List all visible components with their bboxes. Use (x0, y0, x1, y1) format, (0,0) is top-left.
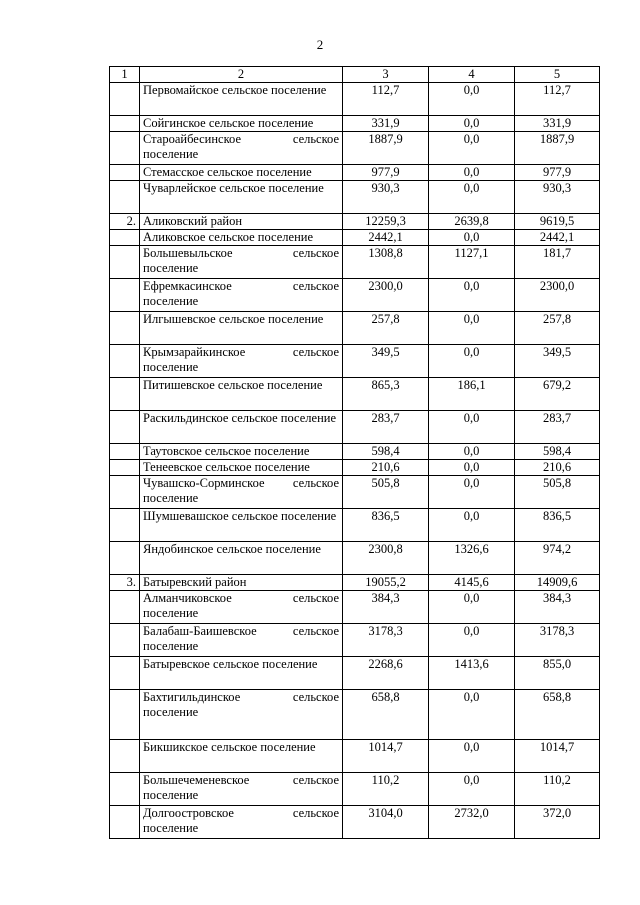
row-number-cell (110, 773, 140, 806)
page-number: 2 (316, 37, 324, 52)
row-number-cell (110, 378, 140, 411)
table-row (110, 542, 600, 575)
column-4-value-cell: 186,1 (429, 378, 515, 411)
column-5-value-cell: 977,9 (515, 165, 600, 181)
table-row (110, 83, 600, 116)
row-number-cell (110, 624, 140, 657)
settlement-name-cell: Чувашско-Сорминское сельское поселение (140, 476, 343, 509)
column-4-value-cell: 0,0 (429, 444, 515, 460)
column-3-value-cell: 1014,7 (343, 740, 429, 773)
settlement-name-cell: Питишевское сельское поселение (140, 378, 343, 411)
column-4-value-cell: 0,0 (429, 116, 515, 132)
column-5-value-cell: 598,4 (515, 444, 600, 460)
settlement-name-cell: Аликовский район (140, 214, 343, 230)
table-row (110, 214, 600, 230)
column-5-value-cell: 679,2 (515, 378, 600, 411)
column-3-value-cell: 384,3 (343, 591, 429, 624)
column-header-1: 1 (110, 67, 140, 83)
row-number-cell (110, 690, 140, 740)
column-5-value-cell: 257,8 (515, 312, 600, 345)
row-number-cell (110, 230, 140, 246)
column-5-value-cell: 1014,7 (515, 740, 600, 773)
settlement-name-cell: Шумшевашское сельское поселение (140, 509, 343, 542)
settlement-name-cell: Чуварлейское сельское поселение (140, 181, 343, 214)
column-4-value-cell: 0,0 (429, 345, 515, 378)
column-3-value-cell: 110,2 (343, 773, 429, 806)
column-5-value-cell: 1887,9 (515, 132, 600, 165)
row-number-cell (110, 740, 140, 773)
column-3-value-cell: 349,5 (343, 345, 429, 378)
column-3-value-cell: 3104,0 (343, 806, 429, 839)
column-5-value-cell: 855,0 (515, 657, 600, 690)
column-3-value-cell: 1887,9 (343, 132, 429, 165)
column-3-value-cell: 2300,0 (343, 279, 429, 312)
column-3-value-cell: 12259,3 (343, 214, 429, 230)
column-5-value-cell: 930,3 (515, 181, 600, 214)
column-3-value-cell: 2268,6 (343, 657, 429, 690)
settlement-name-cell: Долгоостровское сельское поселение (140, 806, 343, 839)
column-4-value-cell: 4145,6 (429, 575, 515, 591)
column-5-value-cell: 331,9 (515, 116, 600, 132)
column-3-value-cell: 505,8 (343, 476, 429, 509)
column-3-value-cell: 2300,8 (343, 542, 429, 575)
column-3-value-cell: 257,8 (343, 312, 429, 345)
settlement-name-cell: Бикшикское сельское поселение (140, 740, 343, 773)
table-row (110, 444, 600, 460)
column-4-value-cell: 2639,8 (429, 214, 515, 230)
settlement-name-cell: Балабаш-Баишевское сельское поселение (140, 624, 343, 657)
table-row (110, 460, 600, 476)
column-5-value-cell: 3178,3 (515, 624, 600, 657)
column-3-value-cell: 2442,1 (343, 230, 429, 246)
column-4-value-cell: 1326,6 (429, 542, 515, 575)
column-4-value-cell: 0,0 (429, 279, 515, 312)
settlement-name-cell: Ефремкасинское сельское поселение (140, 279, 343, 312)
column-4-value-cell: 0,0 (429, 509, 515, 542)
column-5-value-cell: 2442,1 (515, 230, 600, 246)
column-4-value-cell: 0,0 (429, 165, 515, 181)
table-row (110, 165, 600, 181)
column-4-value-cell: 0,0 (429, 476, 515, 509)
column-5-value-cell: 181,7 (515, 246, 600, 279)
column-4-value-cell: 0,0 (429, 83, 515, 116)
settlement-name-cell: Первомайское сельское поселение (140, 83, 343, 116)
column-4-value-cell: 0,0 (429, 591, 515, 624)
column-4-value-cell: 0,0 (429, 690, 515, 740)
column-3-value-cell: 19055,2 (343, 575, 429, 591)
settlement-name-cell: Раскильдинское сельское поселение (140, 411, 343, 444)
row-number-cell (110, 279, 140, 312)
row-number-cell (110, 806, 140, 839)
column-5-value-cell: 384,3 (515, 591, 600, 624)
row-number-cell: 3. (110, 575, 140, 591)
column-5-value-cell: 14909,6 (515, 575, 600, 591)
column-5-value-cell: 372,0 (515, 806, 600, 839)
row-number-cell (110, 657, 140, 690)
column-header-4: 4 (429, 67, 515, 83)
column-4-value-cell: 1413,6 (429, 657, 515, 690)
column-4-value-cell: 2732,0 (429, 806, 515, 839)
table-row (110, 279, 600, 312)
table-row (110, 312, 600, 345)
row-number-cell (110, 181, 140, 214)
row-number-cell (110, 411, 140, 444)
column-4-value-cell: 1127,1 (429, 246, 515, 279)
row-number-cell (110, 132, 140, 165)
table-row (110, 230, 600, 246)
table-row (110, 740, 600, 773)
table-row (110, 624, 600, 657)
column-4-value-cell: 0,0 (429, 230, 515, 246)
column-3-value-cell: 210,6 (343, 460, 429, 476)
column-5-value-cell: 974,2 (515, 542, 600, 575)
settlement-name-cell: Тенеевское сельское поселение (140, 460, 343, 476)
column-4-value-cell: 0,0 (429, 740, 515, 773)
header-row (110, 67, 600, 83)
column-5-value-cell: 110,2 (515, 773, 600, 806)
table-row (110, 411, 600, 444)
settlement-name-cell: Староайбесинское сельское поселение (140, 132, 343, 165)
column-4-value-cell: 0,0 (429, 312, 515, 345)
column-3-value-cell: 331,9 (343, 116, 429, 132)
column-3-value-cell: 1308,8 (343, 246, 429, 279)
column-5-value-cell: 2300,0 (515, 279, 600, 312)
table-row (110, 690, 600, 740)
settlement-name-cell: Батыревский район (140, 575, 343, 591)
row-number-cell (110, 165, 140, 181)
settlement-name-cell: Аликовское сельское поселение (140, 230, 343, 246)
table-row (110, 773, 600, 806)
settlement-name-cell: Батыревское сельское поселение (140, 657, 343, 690)
column-3-value-cell: 658,8 (343, 690, 429, 740)
table-body (110, 83, 600, 839)
column-header-2: 2 (140, 67, 343, 83)
settlement-name-cell: Алманчиковское сельское поселение (140, 591, 343, 624)
settlement-name-cell: Бахтигильдинское сельское поселение (140, 690, 343, 740)
row-number-cell (110, 312, 140, 345)
row-number-cell (110, 542, 140, 575)
settlement-name-cell: Яндобинское сельское поселение (140, 542, 343, 575)
column-4-value-cell: 0,0 (429, 181, 515, 214)
row-number-cell (110, 591, 140, 624)
settlement-name-cell: Крымзарайкинское сельское поселение (140, 345, 343, 378)
column-5-value-cell: 283,7 (515, 411, 600, 444)
row-number-cell (110, 246, 140, 279)
column-4-value-cell: 0,0 (429, 460, 515, 476)
column-3-value-cell: 598,4 (343, 444, 429, 460)
column-3-value-cell: 930,3 (343, 181, 429, 214)
settlement-name-cell: Большевыльское сельское поселение (140, 246, 343, 279)
table-row (110, 591, 600, 624)
table-row (110, 181, 600, 214)
table-row (110, 116, 600, 132)
column-5-value-cell: 836,5 (515, 509, 600, 542)
settlement-name-cell: Таутовское сельское поселение (140, 444, 343, 460)
column-3-value-cell: 283,7 (343, 411, 429, 444)
column-5-value-cell: 9619,5 (515, 214, 600, 230)
table-header (110, 67, 600, 83)
table-row (110, 575, 600, 591)
column-4-value-cell: 0,0 (429, 624, 515, 657)
row-number-cell: 2. (110, 214, 140, 230)
column-3-value-cell: 112,7 (343, 83, 429, 116)
settlement-name-cell: Сойгинское сельское поселение (140, 116, 343, 132)
table-row (110, 806, 600, 839)
column-header-5: 5 (515, 67, 600, 83)
column-5-value-cell: 210,6 (515, 460, 600, 476)
column-5-value-cell: 658,8 (515, 690, 600, 740)
column-5-value-cell: 505,8 (515, 476, 600, 509)
settlement-name-cell: Стемасское сельское поселение (140, 165, 343, 181)
column-3-value-cell: 977,9 (343, 165, 429, 181)
column-5-value-cell: 112,7 (515, 83, 600, 116)
row-number-cell (110, 460, 140, 476)
table-row (110, 246, 600, 279)
table-row (110, 657, 600, 690)
column-4-value-cell: 0,0 (429, 411, 515, 444)
column-3-value-cell: 836,5 (343, 509, 429, 542)
row-number-cell (110, 116, 140, 132)
column-3-value-cell: 3178,3 (343, 624, 429, 657)
table-row (110, 476, 600, 509)
budget-table (109, 66, 600, 839)
row-number-cell (110, 444, 140, 460)
column-4-value-cell: 0,0 (429, 132, 515, 165)
table-row (110, 345, 600, 378)
row-number-cell (110, 83, 140, 116)
column-4-value-cell: 0,0 (429, 773, 515, 806)
column-header-3: 3 (343, 67, 429, 83)
column-5-value-cell: 349,5 (515, 345, 600, 378)
row-number-cell (110, 509, 140, 542)
settlement-name-cell: Большечеменевское сельское поселение (140, 773, 343, 806)
column-3-value-cell: 865,3 (343, 378, 429, 411)
row-number-cell (110, 345, 140, 378)
settlement-name-cell: Илгышевское сельское поселение (140, 312, 343, 345)
row-number-cell (110, 476, 140, 509)
table-row (110, 509, 600, 542)
table-row (110, 378, 600, 411)
table-row (110, 132, 600, 165)
